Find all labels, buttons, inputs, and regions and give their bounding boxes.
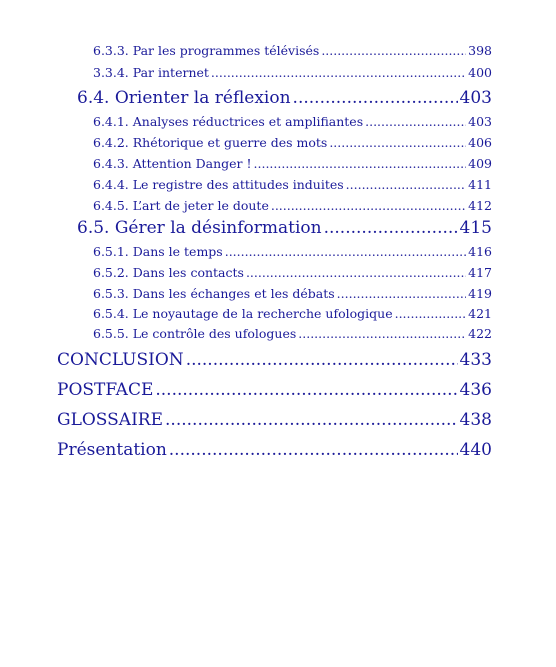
toc-entry[interactable] bbox=[93, 135, 492, 150]
toc-entry[interactable] bbox=[57, 380, 492, 400]
toc-entry-page: 416 bbox=[468, 244, 492, 259]
toc-entry-label: 6.5. Gérer la désinformation bbox=[77, 218, 322, 238]
dot-leader bbox=[346, 177, 466, 192]
toc-entry[interactable] bbox=[57, 410, 492, 430]
dot-leader bbox=[254, 156, 467, 171]
toc-entry-page: 440 bbox=[459, 440, 492, 460]
toc-entry-label: 6.4.3. Attention Danger ! bbox=[93, 156, 252, 171]
dot-leader bbox=[169, 440, 458, 460]
toc-entry-page: 400 bbox=[468, 65, 492, 80]
toc-entry[interactable] bbox=[93, 114, 492, 129]
toc-entry-page: 409 bbox=[468, 156, 492, 171]
toc-entry[interactable] bbox=[93, 244, 492, 259]
dot-leader bbox=[329, 135, 466, 150]
dot-leader bbox=[155, 380, 457, 400]
toc-entry[interactable] bbox=[93, 156, 492, 171]
toc-entry-page: 438 bbox=[459, 410, 492, 430]
toc-entry-label: 6.4.5. L’art de jeter le doute bbox=[93, 198, 269, 213]
toc-entry-label: 6.5.5. Le contrôle des ufologues bbox=[93, 326, 297, 341]
toc-entry[interactable] bbox=[57, 350, 492, 370]
toc-entry[interactable] bbox=[77, 218, 492, 238]
dot-leader bbox=[271, 198, 466, 213]
toc-entry-page: 403 bbox=[459, 88, 492, 108]
toc-entry-page: 422 bbox=[468, 326, 492, 341]
toc-entry-page: 436 bbox=[459, 380, 492, 400]
dot-leader bbox=[395, 306, 467, 321]
toc-entry[interactable] bbox=[57, 440, 492, 460]
toc-entry[interactable] bbox=[93, 65, 492, 80]
toc-entry[interactable] bbox=[93, 265, 492, 280]
dot-leader bbox=[298, 326, 466, 341]
dot-leader bbox=[225, 244, 466, 259]
toc-entry-page: 433 bbox=[459, 350, 492, 370]
toc-entry-page: 398 bbox=[468, 43, 492, 58]
toc-entry[interactable] bbox=[93, 198, 492, 213]
toc-entry-label: 6.4.4. Le registre des attitudes induites bbox=[93, 177, 344, 192]
toc-entry[interactable] bbox=[93, 286, 492, 301]
toc-entry-page: 417 bbox=[468, 265, 492, 280]
toc-entry-label: 6.4.2. Rhétorique et guerre des mots bbox=[93, 135, 328, 150]
dot-leader bbox=[365, 114, 466, 129]
dot-leader bbox=[321, 43, 466, 58]
toc-entry-label: GLOSSAIRE bbox=[57, 410, 164, 430]
toc-entry-label: 3.3.4. Par internet bbox=[93, 65, 209, 80]
toc-entry-page: 421 bbox=[468, 306, 492, 321]
toc-entry[interactable] bbox=[93, 326, 492, 341]
toc-entry-label: Présentation bbox=[57, 440, 167, 460]
toc-entry[interactable] bbox=[93, 177, 492, 192]
toc-entry-page: 406 bbox=[468, 135, 492, 150]
toc-entry-page: 403 bbox=[468, 114, 492, 129]
toc-entry-page: 412 bbox=[468, 198, 492, 213]
dot-leader bbox=[165, 410, 458, 430]
dot-leader bbox=[337, 286, 466, 301]
toc-entry[interactable] bbox=[93, 306, 492, 321]
toc-entry-label: 6.5.2. Dans les contacts bbox=[93, 265, 244, 280]
toc-entry-page: 411 bbox=[468, 177, 492, 192]
toc-entry-label: 6.4. Orienter la réflexion bbox=[77, 88, 291, 108]
dot-leader bbox=[186, 350, 458, 370]
toc-entry-label: 6.3.3. Par les programmes télévisés bbox=[93, 43, 320, 58]
toc-entry-label: 6.4.1. Analyses réductrices et amplifiantes bbox=[93, 114, 364, 129]
toc-entry-label: CONCLUSION bbox=[57, 350, 184, 370]
toc-entry-label: 6.5.3. Dans les échanges et les débats bbox=[93, 286, 335, 301]
dot-leader bbox=[246, 265, 466, 280]
toc-entry[interactable] bbox=[93, 43, 492, 58]
toc-entry-label: POSTFACE bbox=[57, 380, 154, 400]
dot-leader bbox=[324, 218, 458, 238]
toc-entry-page: 415 bbox=[459, 218, 492, 238]
toc-entry[interactable] bbox=[77, 88, 492, 108]
toc-entry-page: 419 bbox=[468, 286, 492, 301]
toc-entry-label: 6.5.1. Dans le temps bbox=[93, 244, 223, 259]
dot-leader bbox=[293, 88, 458, 108]
toc-entry-label: 6.5.4. Le noyautage de la recherche ufologique bbox=[93, 306, 393, 321]
dot-leader bbox=[211, 65, 466, 80]
